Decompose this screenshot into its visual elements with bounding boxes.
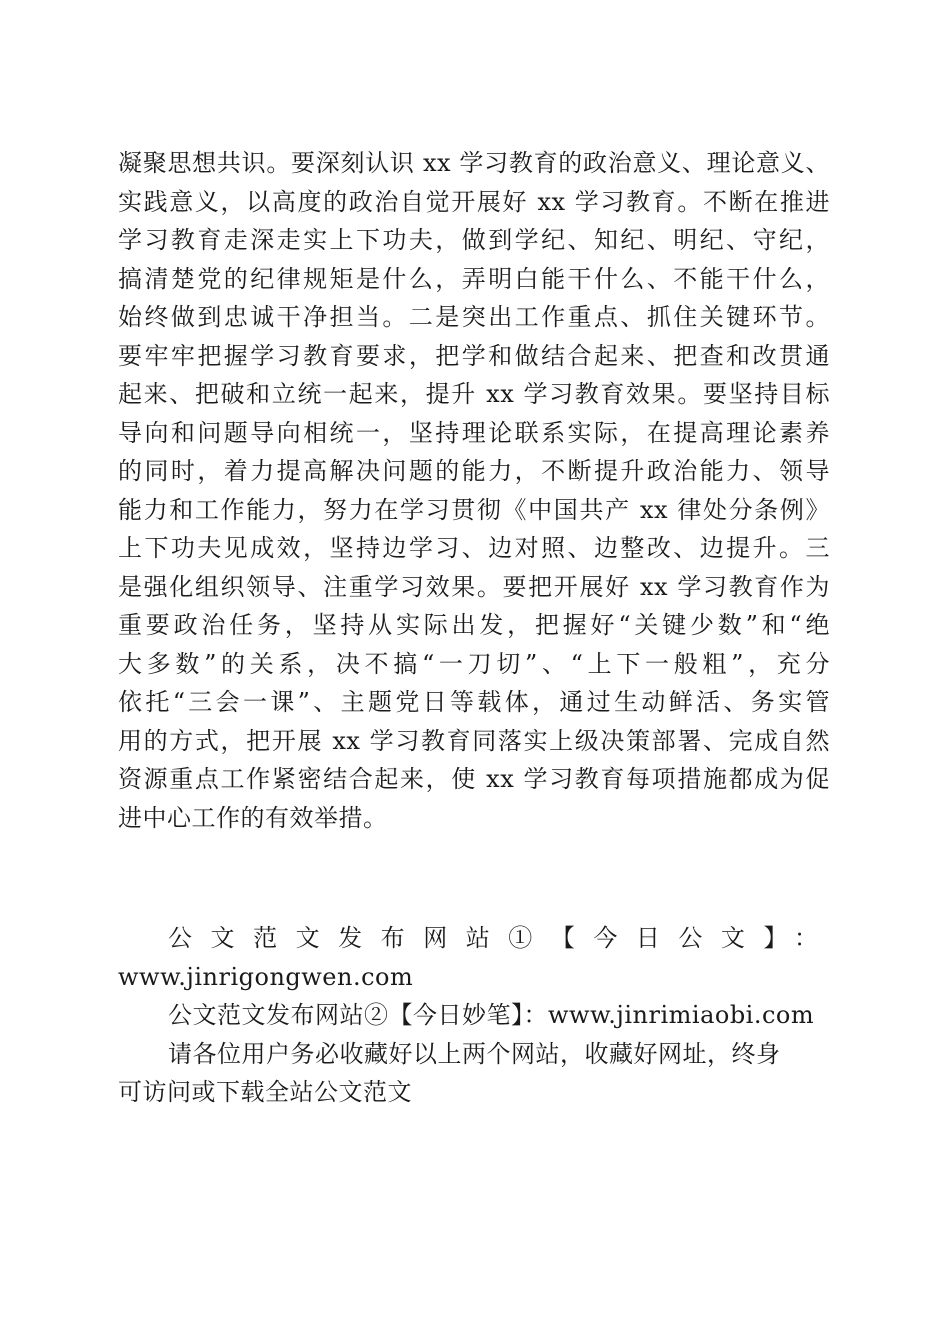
paragraph-line: 大多数”的关系，决不搞“一刀切”、“上下一般粗”，充分 — [118, 649, 830, 678]
paragraph-line: 进中心工作的有效举措。 — [118, 803, 388, 832]
paragraph-line: 要牢牢把握学习教育要求，把学和做结合起来、把查和改贯通 — [118, 341, 830, 370]
site1-url[interactable]: www.jinrigongwen.com — [118, 962, 414, 991]
site2-line[interactable]: 公文范文发布网站②【今日妙笔】：www.jinrimiaobi.com — [168, 1001, 815, 1029]
paragraph-line: 能力和工作能力，努力在学习贯彻《中国共产 xx 律处分条例》 — [118, 495, 830, 524]
paragraph-line: 上下功夫见成效，坚持边学习、边对照、边整改、边提升。三 — [118, 534, 830, 562]
site1-label: 公文范文发布网站①【今日公文】： — [168, 924, 830, 952]
body-paragraph — [118, 144, 830, 837]
notice-line: 可访问或下载全站公文范文 — [118, 1078, 412, 1106]
paragraph-line: 搞清楚党的纪律规矩是什么，弄明白能干什么、不能干什么， — [118, 264, 830, 293]
paragraph-line: 资源重点工作紧密结合起来，使 xx 学习教育每项措施都成为促 — [118, 765, 830, 793]
paragraph-line: 始终做到忠诚干净担当。二是突出工作重点、抓住关键环节。 — [118, 303, 830, 331]
paragraph-line: 用的方式，把开展 xx 学习教育同落实上级决策部署、完成自然 — [118, 726, 830, 755]
footer-notice — [118, 919, 830, 1112]
paragraph-line: 实践意义，以高度的政治自觉开展好 xx 学习教育。不断在推进 — [118, 187, 830, 216]
notice-line: 请各位用户务必收藏好以上两个网站，收藏好网址，终身 — [168, 1039, 781, 1068]
paragraph-line: 的同时，着力提高解决问题的能力，不断提升政治能力、领导 — [118, 457, 830, 485]
paragraph-line: 重要政治任务，坚持从实际出发，把握好“关键少数”和“绝 — [118, 611, 830, 639]
paragraph-line: 起来、把破和立统一起来，提升 xx 学习教育效果。要坚持目标 — [118, 380, 830, 408]
paragraph-line: 导向和问题导向相统一，坚持理论联系实际，在提高理论素养 — [118, 418, 830, 447]
paragraph-line: 依托“三会一课”、主题党日等载体，通过生动鲜活、务实管 — [118, 688, 830, 716]
paragraph-line: 学习教育走深走实上下功夫，做到学纪、知纪、明纪、守纪， — [118, 226, 830, 254]
paragraph-line: 凝聚思想共识。要深刻认识 xx 学习教育的政治意义、理论意义、 — [118, 149, 830, 177]
paragraph-line: 是强化组织领导、注重学习效果。要把开展好 xx 学习教育作为 — [118, 572, 830, 601]
